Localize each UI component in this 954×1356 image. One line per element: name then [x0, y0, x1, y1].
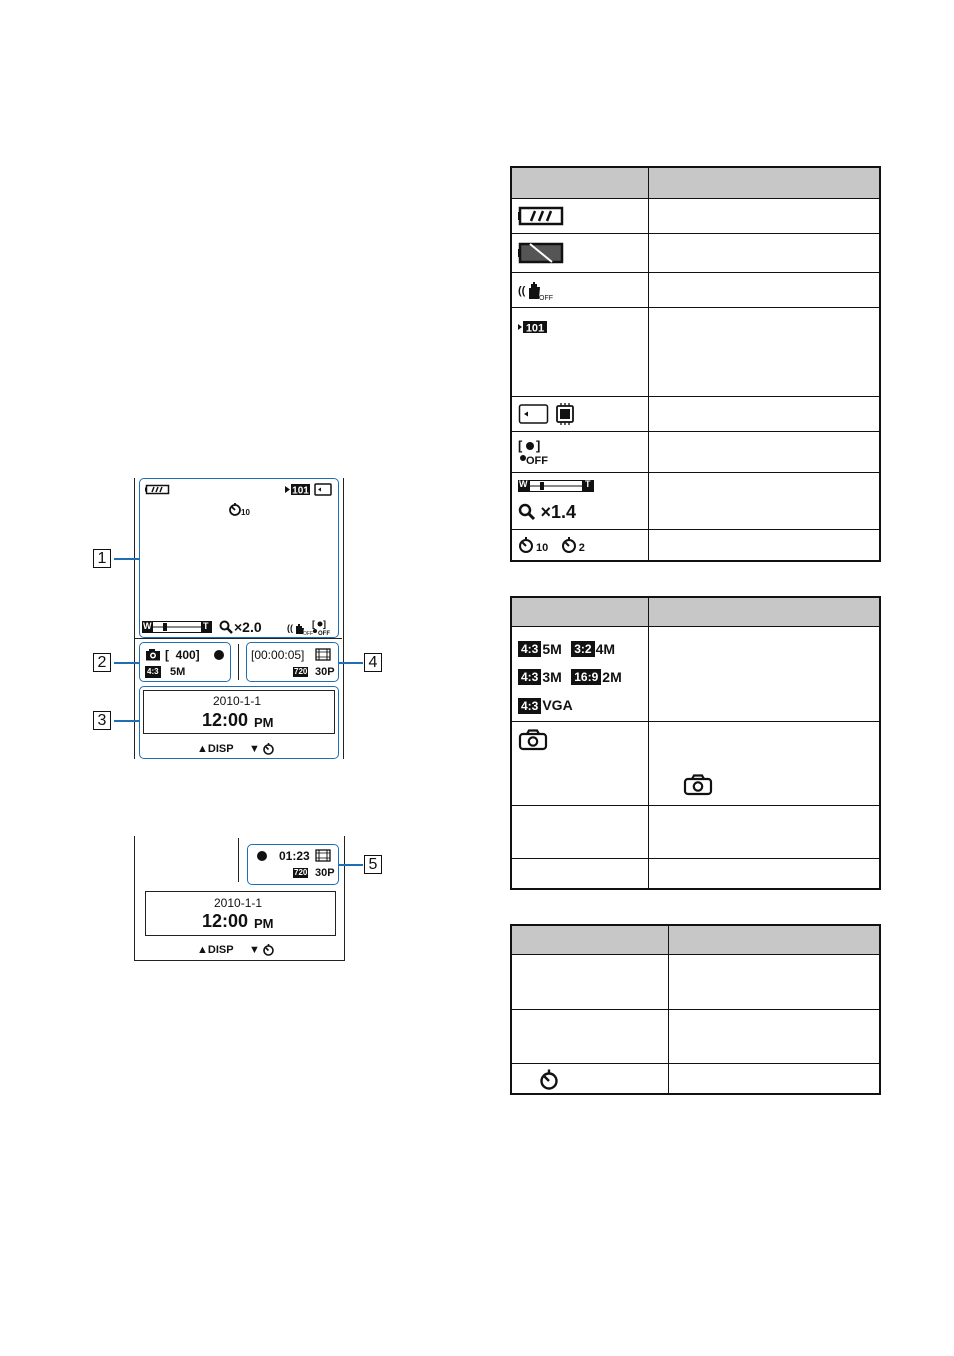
- rec-time: 01:23: [279, 849, 310, 863]
- table-row: [511, 273, 880, 308]
- time-suffix: PM: [254, 916, 274, 931]
- image-size: 2M: [602, 669, 622, 686]
- table-row: [511, 308, 880, 397]
- callout-5: 5: [364, 855, 382, 874]
- nav-timer-arrow: ▼: [249, 944, 260, 956]
- camera-icon: [683, 774, 713, 796]
- svg-text:((: ((: [287, 623, 293, 633]
- memory-card-icon: [314, 483, 332, 496]
- memory-card-icon: [518, 403, 550, 425]
- steadyshot-off-icon: [287, 620, 311, 636]
- table-row: [511, 397, 880, 432]
- record-dot-icon: [214, 650, 224, 660]
- record-dot-icon: [257, 851, 267, 861]
- callout-line-5: [339, 864, 363, 866]
- svg-text:((: ((: [518, 285, 526, 297]
- internal-memory-icon: [554, 403, 576, 425]
- image-size: 3M: [542, 669, 562, 686]
- svg-text:OFF: OFF: [303, 631, 313, 637]
- still-size: 5M: [170, 666, 186, 678]
- table-row: [511, 806, 880, 859]
- table-header-row: [511, 597, 880, 627]
- battery-empty-icon: [518, 242, 564, 264]
- movie-quality-badge: 720: [294, 667, 308, 676]
- table-row: [511, 722, 880, 806]
- table-row: [511, 955, 880, 1010]
- time-suffix: PM: [254, 715, 274, 730]
- face-detection-off-icon: [518, 438, 554, 466]
- screen-vdivider: [238, 644, 239, 680]
- aspect-badge: 4:3: [518, 641, 541, 657]
- table-row: [511, 530, 880, 562]
- image-size-list: [518, 635, 648, 720]
- image-size: 5M: [542, 641, 562, 657]
- timer-badge: 10: [241, 508, 250, 517]
- aspect-badge: 3:2: [571, 641, 594, 657]
- screen-divider: [134, 638, 342, 639]
- table-header-row: [511, 167, 880, 199]
- icon-table-1: [510, 166, 881, 562]
- nav-disp: ▲DISP: [197, 743, 234, 755]
- zoom-t-label: T: [585, 478, 591, 489]
- zoom-magnifier-icon: [518, 503, 536, 521]
- zoom-magnifier-icon: [219, 620, 233, 634]
- svg-text:OFF: OFF: [318, 631, 330, 637]
- callout-2: 2: [93, 653, 111, 672]
- zoom-w-label: W: [519, 478, 528, 489]
- icon-table-3: [510, 924, 881, 1095]
- zoom-w-label: W: [143, 621, 152, 631]
- table-row: [511, 1010, 880, 1064]
- svg-text:]: ]: [536, 438, 541, 453]
- movie-framerate: 30P: [315, 867, 335, 879]
- zoom-bar: [142, 621, 212, 633]
- film-icon: [315, 849, 331, 862]
- callout-line-1: [114, 558, 139, 560]
- still-aspect-badge: 4:3: [147, 667, 159, 676]
- self-timer-2-icon: [561, 536, 579, 554]
- callout-line-4: [339, 662, 363, 664]
- movie-quality-badge: 720: [294, 868, 308, 877]
- screen-vdivider-2: [238, 838, 239, 882]
- aspect-badge: 16:9: [571, 669, 601, 685]
- folder-icon: [518, 320, 548, 334]
- svg-text:[: [: [518, 438, 523, 453]
- image-size: 4M: [595, 641, 616, 657]
- timer-2-label: 2: [578, 542, 585, 555]
- svg-text:[: [: [312, 619, 315, 629]
- callout-3: 3: [93, 711, 111, 730]
- date-text: 2010-1-1: [214, 896, 263, 910]
- table-row: [511, 859, 880, 890]
- table-row: [511, 627, 880, 722]
- zoom-t-label: T: [203, 621, 209, 631]
- steadyshot-off-icon: [518, 279, 552, 301]
- callout-line-3: [114, 720, 139, 722]
- zoom-value: ×2.0: [234, 619, 262, 635]
- camera-icon: [518, 729, 548, 751]
- battery-full-icon: [145, 484, 171, 495]
- time-text: 12:00: [202, 911, 249, 931]
- nav-timer-arrow: ▼: [249, 743, 260, 755]
- zoom-value: ×1.4: [540, 501, 576, 522]
- nav-disp: ▲DISP: [197, 944, 234, 956]
- movie-remaining: [00:00:05]: [251, 648, 305, 662]
- folder-number: 101: [292, 485, 309, 497]
- svg-text:]: ]: [323, 619, 326, 629]
- table-row: [511, 473, 880, 530]
- folder-number: 101: [525, 322, 545, 335]
- table-row: [511, 234, 880, 273]
- still-remaining: [ 400]: [165, 648, 200, 662]
- folder-icon: [285, 483, 311, 496]
- self-timer-icon: [262, 742, 275, 755]
- table-row: [511, 432, 880, 473]
- face-detection-off-icon: [312, 619, 336, 636]
- icon-table-2: [510, 596, 881, 890]
- callout-line-2: [114, 662, 139, 664]
- time-text: 12:00: [202, 710, 249, 730]
- self-timer-icon: [228, 502, 242, 516]
- aspect-badge: 4:3: [518, 669, 541, 685]
- callout-4: 4: [364, 653, 382, 672]
- timer-10-label: 10: [536, 542, 549, 555]
- table-row: [511, 1064, 880, 1095]
- film-icon: [315, 648, 331, 661]
- zoom-bar: [518, 480, 594, 492]
- svg-text:OFF: OFF: [526, 455, 548, 467]
- self-timer-icon: [262, 943, 275, 956]
- battery-full-icon: [518, 206, 564, 226]
- image-size: VGA: [542, 697, 573, 714]
- aspect-badge: 4:3: [518, 698, 541, 714]
- svg-text:OFF: OFF: [539, 295, 553, 302]
- self-timer-icon: [538, 1068, 560, 1090]
- movie-framerate: 30P: [315, 666, 335, 678]
- camera-icon: [145, 648, 161, 661]
- date-text: 2010-1-1: [213, 694, 262, 708]
- table-header-row: [511, 925, 880, 955]
- self-timer-10-icon: [518, 536, 536, 554]
- callout-1: 1: [93, 549, 111, 568]
- table-row: [511, 199, 880, 234]
